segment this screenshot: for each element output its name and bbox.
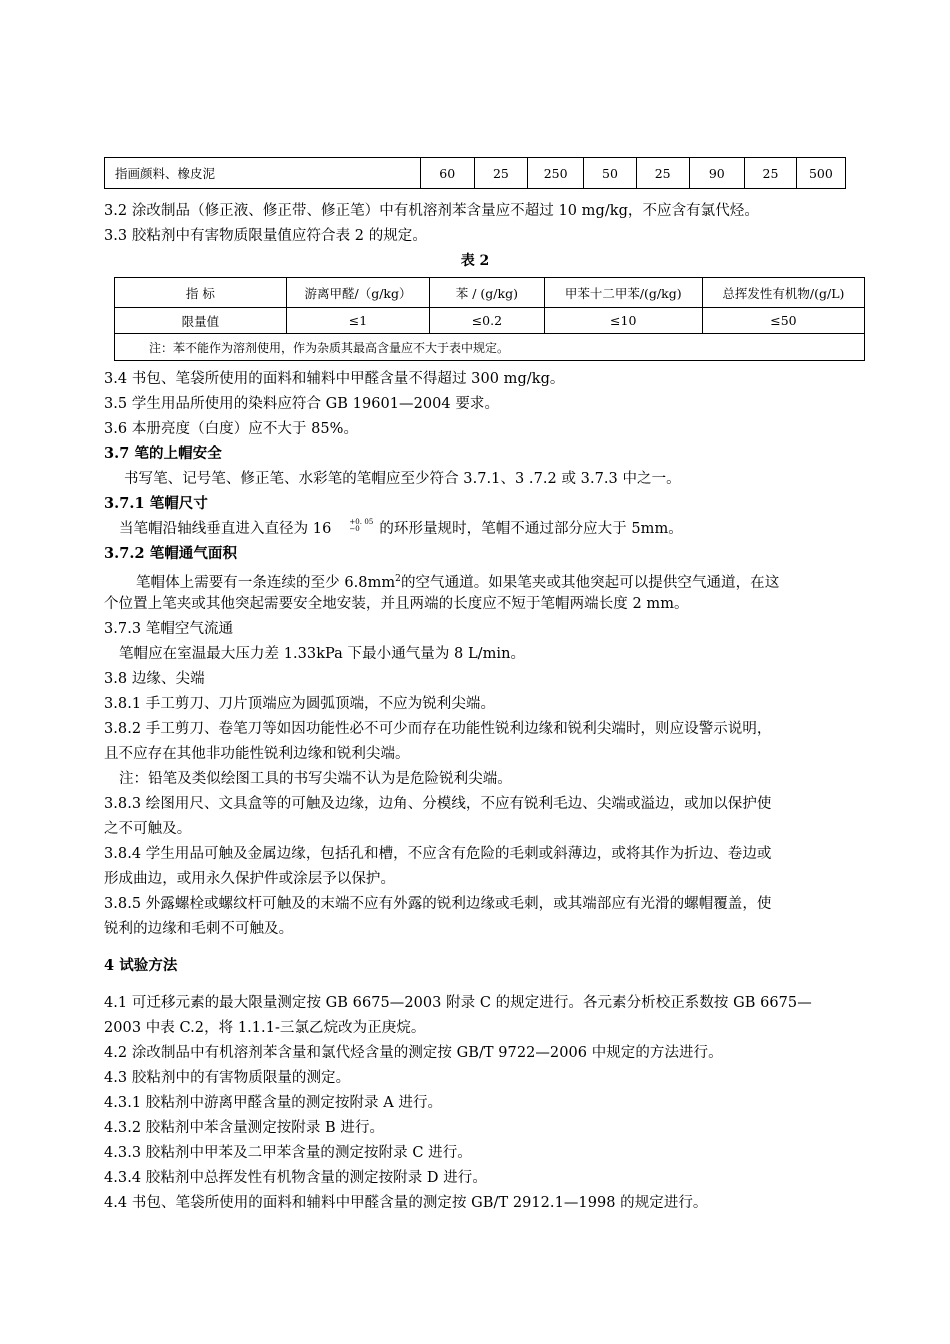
table-cell: 250	[528, 158, 584, 189]
table-cell: 90	[689, 158, 745, 189]
table-cell: 60	[420, 158, 474, 189]
table-note-row	[115, 334, 865, 361]
tolerance-upper: +0. 05	[349, 518, 374, 526]
table-cell: 50	[584, 158, 637, 189]
clause-3-8-1: 3.8.1 手工剪刀、刀片顶端应为圆弧顶端，不应为锐利尖端。	[104, 696, 496, 712]
table-cell: ≤1	[286, 308, 429, 334]
clause-3-2: 3.2 涂改制品（修正液、修正带、修正笔）中有机溶剂苯含量应不超过 10 mg/kg，不应含有氯代烃。	[104, 203, 759, 219]
clause-3-8-5-line2: 锐利的边缘和毛刺不可触及。	[104, 921, 294, 937]
clause-3-3: 3.3 胶粘剂中有害物质限量值应符合表 2 的规定。	[104, 228, 427, 244]
clause-3-7-3-heading: 3.7.3 笔帽空气流通	[104, 621, 234, 637]
body-text: 笔帽体上需要有一条连续的至少 6.8mm	[136, 574, 396, 591]
clause-4-3-3: 4.3.3 胶粘剂中甲苯及二甲苯含量的测定按附录 C 进行。	[104, 1145, 472, 1161]
superscript: 2	[395, 574, 401, 584]
clause-4-3: 4.3 胶粘剂中的有害物质限量的测定。	[104, 1070, 351, 1086]
table-cell: 限量值	[115, 308, 287, 334]
clause-4-2: 4.2 涂改制品中有机溶剂苯含量和氯代烃含量的测定按 GB/T 9722—2006 中规定的方法进行。	[104, 1045, 723, 1061]
clause-3-7-1-body	[119, 519, 861, 539]
clause-3-7-heading: 3.7 笔的上帽安全	[104, 445, 222, 462]
clause-4-1-line2: 2003 中表 C.2，将 1.1.1-三氯乙烷改为正庚烷。	[104, 1020, 426, 1036]
table-cell: 25	[636, 158, 689, 189]
table-header-cell: 甲苯十二甲苯/(g/kg)	[544, 278, 702, 308]
table-row	[115, 308, 865, 334]
body-text: 的环形量规时，笔帽不通过部分应大于 5mm。	[379, 521, 683, 537]
clause-3-8-2-note: 注：铅笔及类似绘图工具的书写尖端不认为是危险锐利尖端。	[119, 771, 512, 787]
clause-3-7-2-body-line1	[136, 569, 878, 593]
table-header-cell: 苯 / (g/kg)	[430, 278, 544, 308]
clause-3-4: 3.4 书包、笔袋所使用的面料和辅料中甲醛含量不得超过 300 mg/kg。	[104, 371, 565, 387]
limits-table-continued	[104, 157, 846, 189]
clause-4-1-line1: 4.1 可迁移元素的最大限量测定按 GB 6675—2003 附录 C 的规定进行。各元素分析校正系数按 GB 6675—	[104, 995, 812, 1011]
table-cell: 500	[796, 158, 845, 189]
clause-4-3-4: 4.3.4 胶粘剂中总挥发性有机物含量的测定按附录 D 进行。	[104, 1170, 487, 1186]
table-row	[105, 158, 846, 189]
clause-3-8-3-line2: 之不可触及。	[104, 821, 192, 837]
table-cell: 25	[474, 158, 528, 189]
table-cell: ≤50	[702, 308, 864, 334]
table-header-cell: 总挥发性有机物/(g/L)	[702, 278, 864, 308]
clause-3-7-1-heading: 3.7.1 笔帽尺寸	[104, 495, 208, 512]
clause-3-8-4-line1: 3.8.4 学生用品可触及金属边缘，包括孔和槽，不应含有危险的毛刺或斜薄边，或将其作为折边、卷边或	[104, 846, 772, 862]
clause-3-7-2-body-line2: 个位置上笔夹或其他突起需要安全地安装，并且两端的长度应不短于笔帽两端长度 2 mm。	[104, 596, 689, 612]
section-4-heading: 4 试验方法	[104, 957, 178, 974]
body-text: 当笔帽沿轴线垂直进入直径为 16	[119, 521, 332, 537]
table-2-title: 表 2	[460, 253, 490, 269]
table-note: 注：苯不能作为溶剂使用，作为杂质其最高含量应不大于表中规定。	[115, 334, 865, 361]
clause-3-6: 3.6 本册亮度（白度）应不大于 85%。	[104, 421, 359, 437]
table-cell: ≤0.2	[430, 308, 544, 334]
clause-3-7-2-heading: 3.7.2 笔帽通气面积	[104, 545, 238, 562]
table-header-row	[115, 278, 865, 308]
clause-3-8-4-line2: 形成曲边，或用永久保护件或涂层予以保护。	[104, 871, 395, 887]
clause-3-8-3-line1: 3.8.3 绘图用尺、文具盒等的可触及边缘，边角、分模线，不应有锐利毛边、尖端或溢边，或加以保护使	[104, 796, 772, 812]
table-cell: 25	[745, 158, 797, 189]
tolerance-lower: −0	[349, 525, 360, 533]
table-header-cell: 指 标	[115, 278, 287, 308]
clause-4-3-2: 4.3.2 胶粘剂中苯含量测定按附录 B 进行。	[104, 1120, 385, 1136]
clause-3-8-2-line2: 且不应存在其他非功能性锐利边缘和锐利尖端。	[104, 746, 410, 762]
clause-4-3-1: 4.3.1 胶粘剂中游离甲醛含量的测定按附录 A 进行。	[104, 1095, 443, 1111]
adhesive-limits-table	[114, 277, 865, 361]
table-cell: ≤10	[544, 308, 702, 334]
table-cell: 指画颜料、橡皮泥	[105, 158, 421, 189]
clause-3-8-5-line1: 3.8.5 外露螺栓或螺纹杆可触及的末端不应有外露的锐利边缘或毛刺，或其端部应有光滑的螺帽覆盖，使	[104, 896, 772, 912]
clause-3-8-heading: 3.8 边缘、尖端	[104, 671, 205, 687]
tolerance-annotation	[349, 519, 379, 533]
clause-4-4: 4.4 书包、笔袋所使用的面料和辅料中甲醛含量的测定按 GB/T 2912.1—1998 的规定进行。	[104, 1195, 708, 1211]
clause-3-7-3-body: 笔帽应在室温最大压力差 1.33kPa 下最小通气量为 8 L/min。	[119, 646, 526, 662]
clause-3-8-2-line1: 3.8.2 手工剪刀、卷笔刀等如因功能性必不可少而存在功能性锐利边缘和锐利尖端时，则应设警示说明，	[104, 721, 772, 737]
clause-3-5: 3.5 学生用品所使用的染料应符合 GB 19601—2004 要求。	[104, 396, 500, 412]
clause-3-7-body: 书写笔、记号笔、修正笔、水彩笔的笔帽应至少符合 3.7.1、3 .7.2 或 3.7.3 中之一。	[124, 471, 681, 487]
body-text: 的空气通道。如果笔夹或其他突起可以提供空气通道，在这	[400, 574, 780, 591]
table-header-cell: 游离甲醛/（g/kg）	[286, 278, 429, 308]
